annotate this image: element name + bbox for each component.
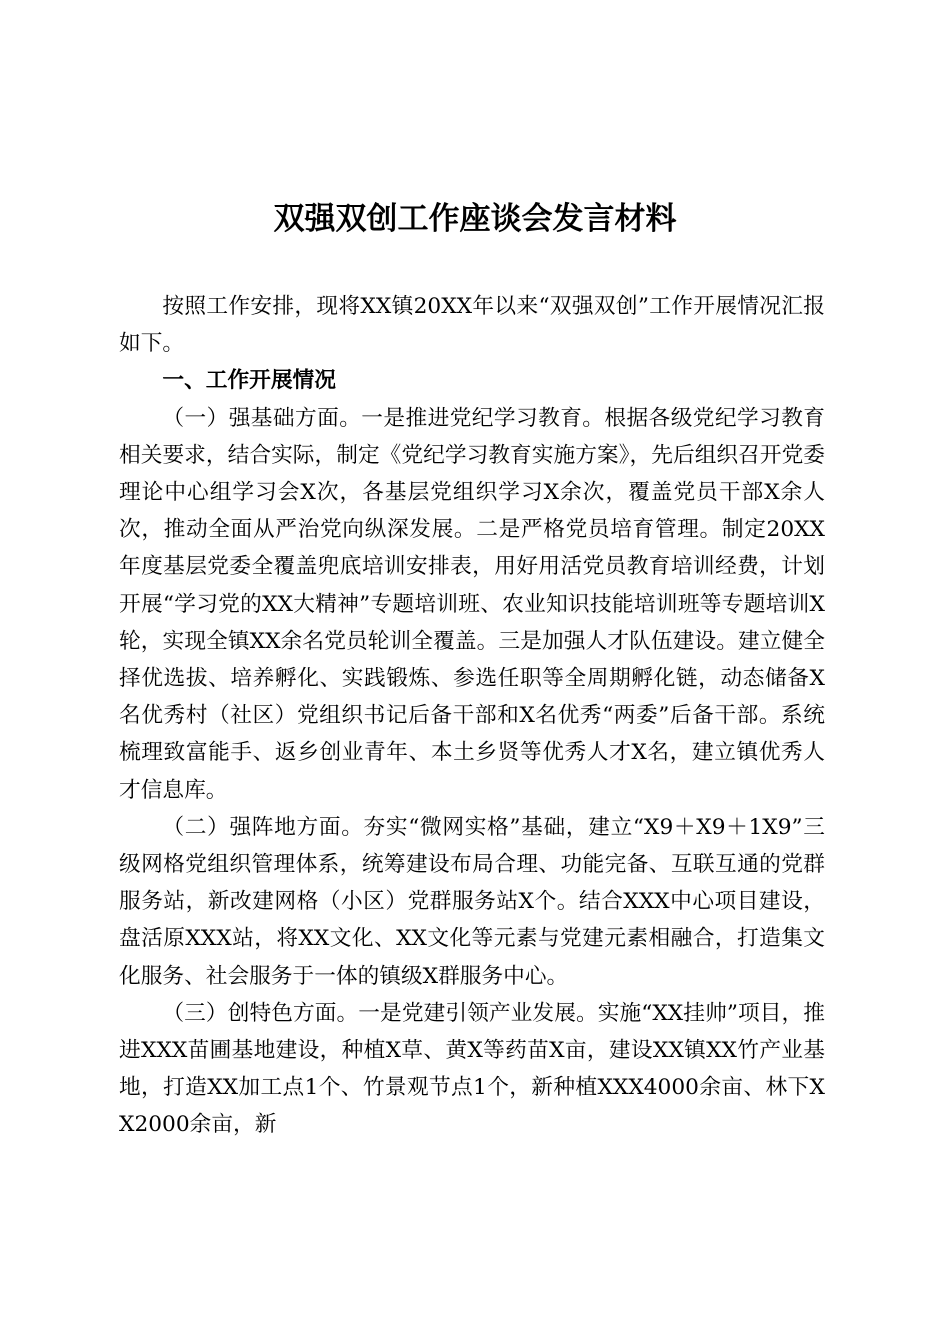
document-title: 双强双创工作座谈会发言材料 (273, 201, 677, 237)
document-body (119, 288, 825, 1144)
section-heading: 一、工作开展情况 (162, 368, 336, 394)
paragraph-strengthen-foundation: （一）强基础方面。一是推进党纪学习教育。根据各级党纪学习教育相关要求，结合实际，制定《党纪学习教育实施方案》，先后组织召开党委理论中心组学习会X次，各基层党组织学习X余次，覆盖党员干部X余人次，推动全面从严治党向纵深发展。二是严格党员培育管理。制定20XX年度基层党委全覆盖兜底培训安排表，用好用活党员教育培训经费，计划开展“学习党的XX大精神”专题培训班、农业知识技能培训班等专题培训X轮，实现全镇XX余名党员轮训全覆盖。三是加强人才队伍建设。建立健全择优选拔、培养孵化、实践锻炼、参选任职等全周期孵化链，动态储备X名优秀村（社区）党组织书记后备干部和X名优秀“两委”后备干部。系统梳理致富能手、返乡创业青年、本土乡贤等优秀人才X名，建立镇优秀人才信息库。 (119, 405, 825, 803)
paragraph-strengthen-position: （二）强阵地方面。夯实“微网实格”基础，建立“X9＋X9＋1X9”三级网格党组织管理体系，统筹建设布局合理、功能完备、互联互通的党群服务站，新改建网格（小区）党群服务站X个。结合XXX中心项目建设，盘活原XXX站，将XX文化、XX文化等元素与党建元素相融合，打造集文化服务、社会服务于一体的镇级X群服务中心。 (119, 814, 825, 989)
intro-paragraph: 按照工作安排，现将XX镇20XX年以来“双强双创”工作开展情况汇报如下。 (119, 294, 825, 357)
paragraph-create-features: （三）创特色方面。一是党建引领产业发展。实施“XX挂帅”项目，推进XXX苗圃基地建设，种植X草、黄X等药苗X亩，建设XX镇XX竹产业基地，打造XX加工点1个、竹景观节点1个，新种植XXX4000余亩、林下XX2000余亩，新 (119, 1000, 825, 1138)
